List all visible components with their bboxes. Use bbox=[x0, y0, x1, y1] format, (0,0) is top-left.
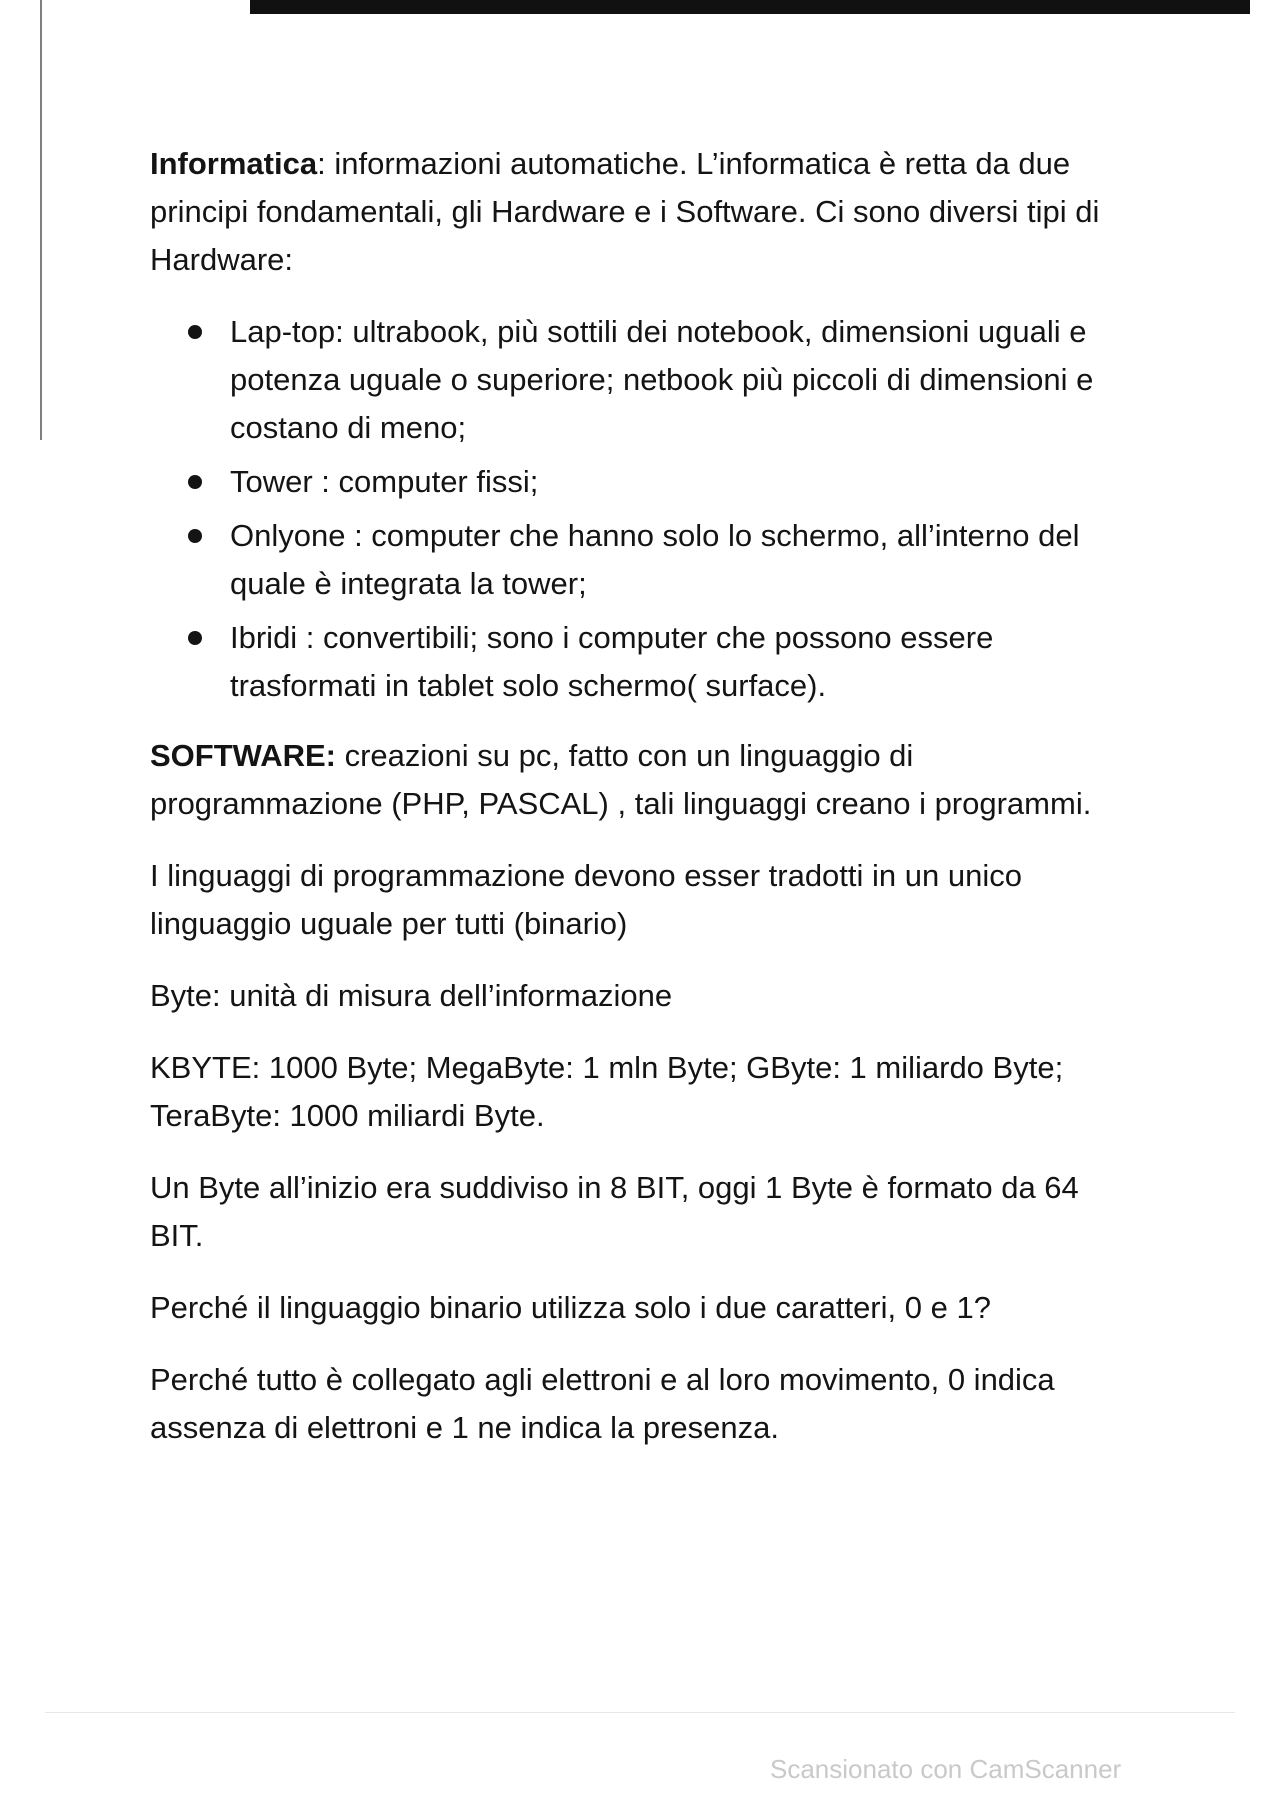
scan-top-edge bbox=[250, 0, 1250, 14]
bullet-icon bbox=[188, 325, 202, 339]
software-term: SOFTWARE: bbox=[150, 738, 336, 773]
list-item bbox=[230, 308, 1140, 452]
paragraph-question: Perché il linguaggio binario utilizza solo i due caratteri, 0 e 1? bbox=[150, 1290, 991, 1325]
paragraph-byte-definition: Byte: unità di misura dell’informazione bbox=[150, 978, 673, 1013]
list-item-text: Tower : computer fissi; bbox=[230, 464, 539, 499]
list-item bbox=[230, 512, 1140, 608]
camscanner-watermark: Scansionato con CamScanner bbox=[770, 1754, 1122, 1784]
paragraph-byte-bits: Un Byte all’inizio era suddiviso in 8 BIT, oggi 1 Byte è formato da 64 BIT. bbox=[150, 1170, 1079, 1253]
paragraph-translation: I linguaggi di programmazione devono esser tradotti in un unico linguaggio uguale per tutti (binario) bbox=[150, 858, 1022, 941]
bullet-icon bbox=[188, 529, 202, 543]
software-text: creazioni su pc, fatto con un linguaggio di programmazione (PHP, PASCAL) , tali linguaggi creano i programmi. bbox=[150, 738, 1092, 821]
list-item-text: Ibridi : convertibili; sono i computer che possono essere trasformati in tablet solo schermo( surface). bbox=[230, 620, 994, 703]
document-body bbox=[150, 140, 1140, 1476]
bullet-icon bbox=[188, 631, 202, 645]
scan-left-edge bbox=[40, 0, 42, 440]
list-item bbox=[230, 458, 1140, 506]
paragraph-byte-units: KBYTE: 1000 Byte; MegaByte: 1 mln Byte; GByte: 1 miliardo Byte; TeraByte: 1000 miliardi Byte. bbox=[150, 1050, 1064, 1133]
paragraph-answer: Perché tutto è collegato agli elettroni e al loro movimento, 0 indica assenza di elettroni e 1 ne indica la presenza. bbox=[150, 1362, 1055, 1445]
list-item-text: Lap-top: ultrabook, più sottili dei notebook, dimensioni uguali e potenza uguale o superiore; netbook più piccoli di dimensioni e costano di meno; bbox=[230, 314, 1094, 445]
software-paragraph bbox=[150, 732, 1140, 828]
list-item bbox=[230, 614, 1140, 710]
list-item-text: Onlyone : computer che hanno solo lo schermo, all’interno del quale è integrata la tower; bbox=[230, 518, 1080, 601]
page-divider bbox=[45, 1712, 1235, 1713]
intro-term: Informatica bbox=[150, 146, 318, 181]
intro-paragraph bbox=[150, 140, 1140, 284]
hardware-list bbox=[150, 308, 1140, 710]
bullet-icon bbox=[188, 475, 202, 489]
intro-text: : informazioni automatiche. L’informatica è retta da due principi fondamentali, gli Hardware e i Software. Ci sono diversi tipi di Hardware: bbox=[150, 146, 1100, 277]
